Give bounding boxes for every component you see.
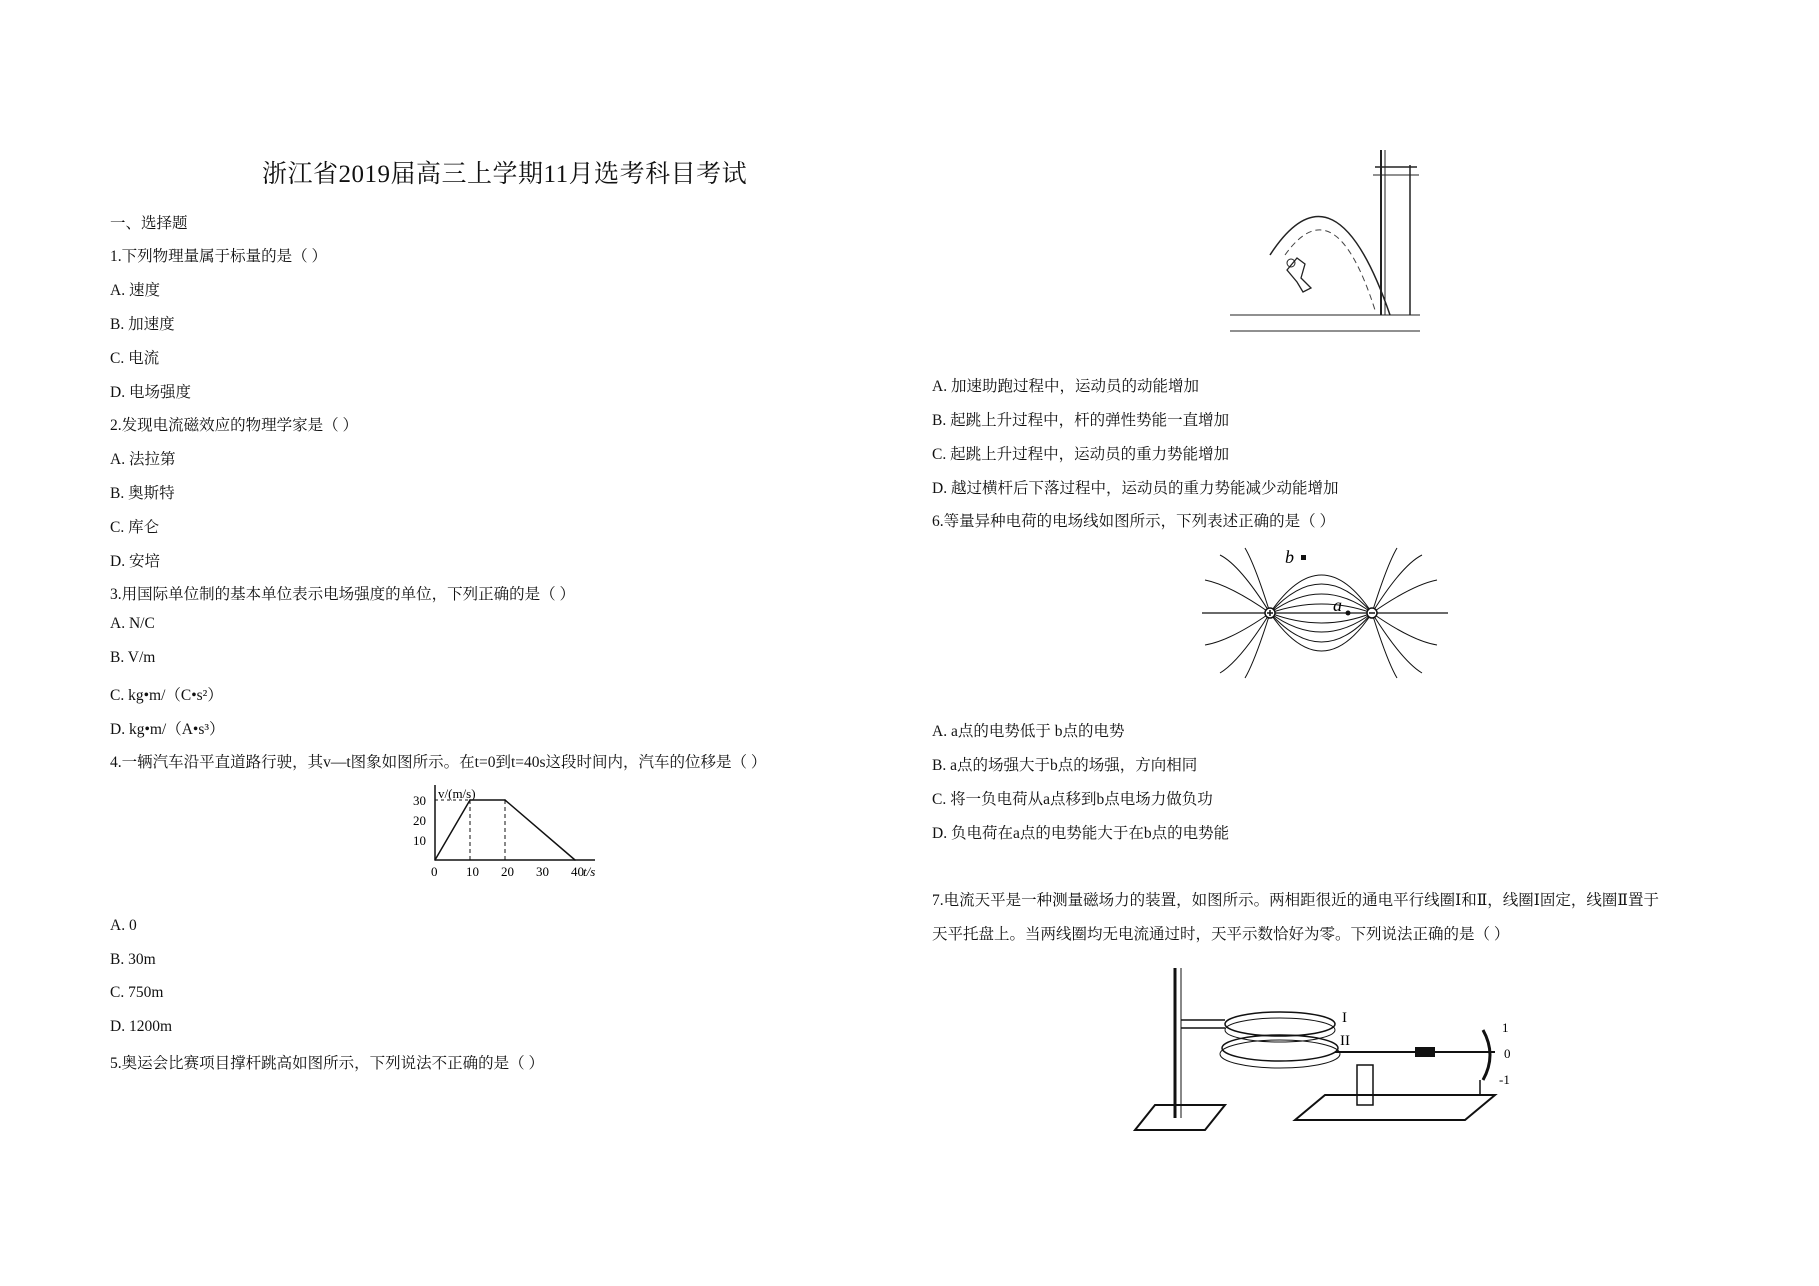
q2-option-d: D. 安培	[110, 553, 160, 570]
q6-option-b: B. a点的场强大于b点的场强，方向相同	[932, 757, 1198, 774]
vt-chart	[395, 780, 615, 880]
x-tick-label: 10	[466, 864, 479, 879]
q1-option-c: C. 电流	[110, 350, 160, 367]
q1-option-a: A. 速度	[110, 282, 160, 299]
q1-option-b: B. 加速度	[110, 316, 175, 333]
point-a-label: a	[1333, 595, 1342, 615]
x-tick-label: 40	[571, 864, 584, 879]
field-lines-figure	[1200, 545, 1450, 680]
section-heading: 一、选择题	[110, 215, 188, 232]
current-balance-figure	[1125, 960, 1525, 1135]
q5-stem: 5.奥运会比赛项目撑杆跳高如图所示，下列说法不正确的是（ ）	[110, 1055, 545, 1072]
point-b-label: b	[1285, 547, 1294, 567]
q3-option-a: A. N/C	[110, 615, 155, 632]
q2-option-b: B. 奥斯特	[110, 485, 175, 502]
q1-stem: 1.下列物理量属于标量的是（ ）	[110, 248, 328, 265]
q5-option-c: C. 起跳上升过程中，运动员的重力势能增加	[932, 446, 1230, 463]
q7-stem-line1: 7.电流天平是一种测量磁场力的装置，如图所示。两相距很近的通电平行线圈Ⅰ和Ⅱ，线圈Ⅰ固定，线圈Ⅱ置于	[932, 892, 1659, 909]
q7-stem-line2: 天平托盘上。当两线圈均无电流通过时，天平示数恰好为零。下列说法正确的是（ ）	[932, 926, 1510, 943]
y-tick-label: 20	[413, 813, 426, 828]
x-tick-label: 20	[501, 864, 514, 879]
data-point	[574, 859, 576, 861]
scale-bottom-label: -1	[1499, 1072, 1510, 1087]
coil-1-label: I	[1342, 1010, 1347, 1026]
x-tick-label: 30	[536, 864, 549, 879]
q5-option-d: D. 越过横杆后下落过程中，运动员的重力势能减少动能增加	[932, 480, 1339, 497]
q1-option-d: D. 电场强度	[110, 384, 191, 401]
y-tick-label: 10	[413, 833, 426, 848]
q4-option-b: B. 30m	[110, 951, 156, 968]
q2-option-a: A. 法拉第	[110, 451, 176, 468]
x-tick-label: 0	[431, 864, 438, 879]
pole-vault-figure	[1225, 145, 1425, 345]
q3-option-c: C. kg•m/（C•s²）	[110, 687, 223, 704]
scale-zero-label: 0	[1504, 1046, 1511, 1061]
q6-stem: 6.等量异种电荷的电场线如图所示，下列表述正确的是（ ）	[932, 513, 1336, 530]
scale-top-label: 1	[1502, 1020, 1509, 1035]
page-title: 浙江省2019届高三上学期11月选考科目考试	[262, 161, 748, 188]
q3-option-b: B. V/m	[110, 649, 156, 666]
data-point	[434, 859, 436, 861]
y-tick-label: 30	[413, 793, 426, 808]
q3-stem: 3.用国际单位制的基本单位表示电场强度的单位，下列正确的是（ ）	[110, 586, 576, 603]
q6-option-d: D. 负电荷在a点的电势能大于在b点的电势能	[932, 825, 1230, 842]
q5-option-a: A. 加速助跑过程中，运动员的动能增加	[932, 378, 1199, 395]
q6-option-c: C. 将一负电荷从a点移到b点电场力做负功	[932, 791, 1213, 808]
q2-option-c: C. 库仑	[110, 519, 160, 536]
q6-option-a: A. a点的电势低于 b点的电势	[932, 723, 1125, 740]
q5-option-b: B. 起跳上升过程中，杆的弹性势能一直增加	[932, 412, 1230, 429]
q4-option-a: A. 0	[110, 917, 137, 934]
q4-option-c: C. 750m	[110, 984, 164, 1001]
y-axis-label: v/(m/s)	[438, 786, 476, 801]
q2-stem: 2.发现电流磁效应的物理学家是（ ）	[110, 417, 359, 434]
x-axis-label: t/s	[583, 864, 596, 879]
q4-stem: 4.一辆汽车沿平直道路行驶，其v—t图象如图所示。在t=0到t=40s这段时间内，汽车的位移是（ ）	[110, 754, 767, 771]
q4-option-d: D. 1200m	[110, 1018, 172, 1035]
coil-2-label: II	[1340, 1033, 1350, 1049]
q3-option-d: D. kg•m/（A•s³）	[110, 721, 225, 738]
